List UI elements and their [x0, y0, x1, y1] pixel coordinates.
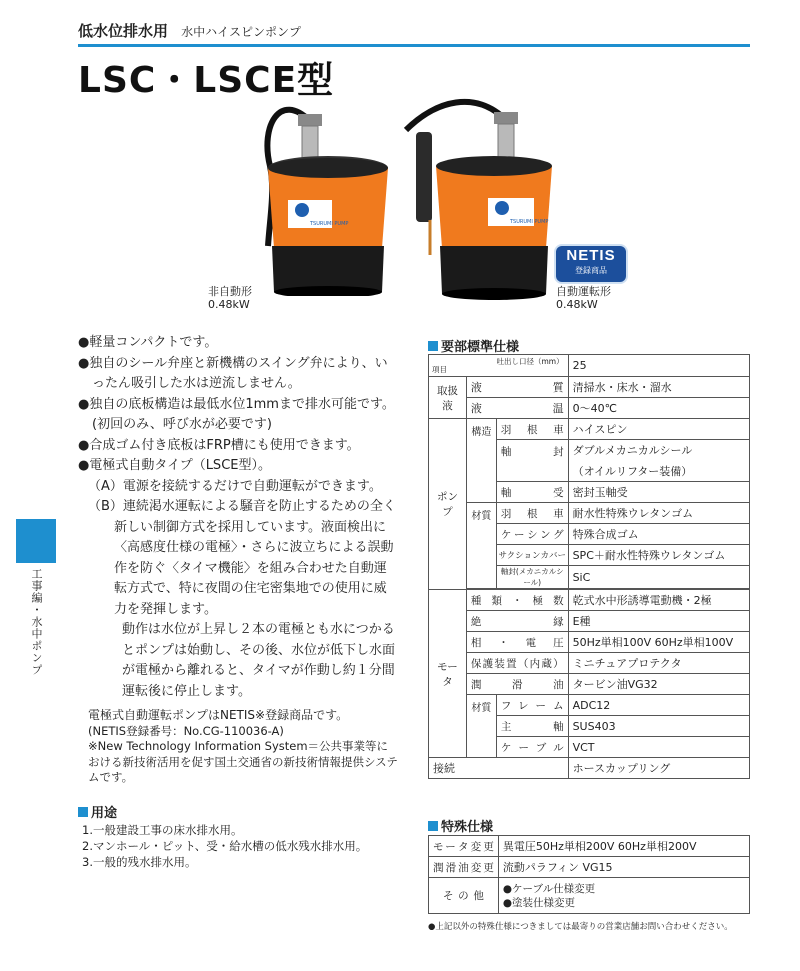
value-main-shaft: SUS403 [568, 716, 749, 737]
label-insulation: 絶縁 [466, 611, 568, 632]
model-title: LSC・LSCE型 [78, 60, 335, 101]
label-phase: 相・電圧 [466, 632, 568, 653]
label-shaft-seal: 軸封 [496, 440, 568, 482]
caption-power: 0.48kW [208, 298, 250, 311]
value-seal-mech: SiC [568, 566, 749, 589]
special-label: モータ変更 [429, 836, 499, 857]
usage-list [82, 822, 367, 870]
label-casing: ケーシング [496, 524, 568, 545]
usage-item: 3.一般的残水排水用。 [82, 855, 197, 869]
label-seal-mech: 軸封(メカニカルシール) [496, 566, 568, 589]
value-frame: ADC12 [568, 695, 749, 716]
value-casing: 特殊合成ゴム [568, 524, 749, 545]
special-value: 異電圧50Hz単相200V 60Hz単相200V [498, 836, 749, 857]
special-label: その他 [429, 878, 499, 914]
category-main: 低水位排水用 [78, 22, 169, 40]
feature-item: ●合成ゴム付き底板はFRP槽にも使用できます。 [78, 437, 360, 453]
feature-item: ●軽量コンパクトです。 [78, 335, 218, 350]
spec-corner [429, 355, 569, 377]
pump-image-manual [240, 96, 390, 296]
value-bearing: 密封玉軸受 [568, 482, 749, 503]
sub-motor-material: 材質 [466, 695, 496, 758]
feature-item: ●独自のシール弁座と新機構のスイング弁により、いったん吸引した水は逆流しません。 [78, 355, 388, 391]
features-list [78, 333, 398, 702]
value-shaft-seal-1: ダブルメカニカルシール [568, 440, 749, 461]
pump-logo-text: TSURUMI PUMP [510, 219, 549, 225]
side-label: 工事編・水中ポンプ [30, 568, 43, 676]
caption-type: 非自動形 [208, 285, 252, 298]
group-pump: ポンプ [429, 419, 467, 590]
feature-sub-b-cont: 動作は水位が上昇し２本の電極とも水につかるとポンプは始動し、その後、水位が低下し水面が電極から離れると、タイマが作動し約１分間運転後に停止します。 [122, 622, 396, 699]
value-temp: 0～40℃ [568, 398, 749, 419]
bore-value: 25 [568, 355, 749, 377]
corner-bottom: 項目 [432, 365, 447, 374]
netis-badge [556, 246, 626, 282]
netis-notes [88, 708, 398, 786]
note-line: 電極式自動運転ポンプはNETIS※登録商品です。 [88, 708, 349, 722]
label-cable: ケーブル [496, 737, 568, 758]
label-temp: 液 温 [466, 398, 568, 419]
label-suction: サクションカバー [496, 545, 568, 566]
label-bearing: 軸受 [496, 482, 568, 503]
value-lube: タービン油VG32 [568, 674, 749, 695]
value-suction: SPC＋耐水性特殊ウレタンゴム [568, 545, 749, 566]
sub-material: 材質 [466, 503, 496, 589]
note-line: (NETIS登録番号：No.CG-110036-A) [88, 723, 284, 738]
header-rule [78, 44, 750, 47]
label-impeller-material: 羽根車 [496, 503, 568, 524]
special-value-line: ●塗装仕様変更 [502, 896, 576, 909]
label-type-poles: 種類・極数 [466, 590, 568, 611]
feature-sub-a: （A）電源を接続するだけで自動運転ができます。 [88, 478, 382, 494]
value-protect: ミニチュアプロテクタ [568, 653, 749, 674]
special-value-line: ●ケーブル仕様変更 [502, 882, 596, 895]
usage-title-text: 用途 [91, 806, 118, 821]
section-marker [428, 341, 438, 351]
caption-type: 自動運転形 [556, 285, 611, 298]
value-impeller-material: 耐水性特殊ウレタンゴム [568, 503, 749, 524]
group-liquid: 取扱液 [429, 377, 467, 419]
value-type-poles: 乾式水中形誘導電動機・2極 [568, 590, 749, 611]
special-value: 流動パラフィン VG15 [498, 857, 749, 878]
special-value [498, 878, 749, 914]
spec-table [428, 354, 750, 779]
pump-caption-manual [208, 285, 252, 311]
value-phase: 50Hz単相100V 60Hz単相100V [568, 632, 749, 653]
caption-power: 0.48kW [556, 298, 598, 311]
category-sub: 水中ハイスピンポンプ [181, 25, 301, 39]
section-marker [78, 807, 88, 817]
sub-struct: 構造 [466, 419, 496, 503]
usage-title [78, 802, 117, 821]
label-joint: 接続 [429, 758, 569, 779]
label-main-shaft: 主軸 [496, 716, 568, 737]
label-impeller: 羽根車 [496, 419, 568, 440]
value-liquid: 清掃水・床水・溜水 [568, 377, 749, 398]
label-frame: フレーム [496, 695, 568, 716]
section-marker [428, 821, 438, 831]
page-header [78, 20, 750, 41]
label-liquid: 液 質 [466, 377, 568, 398]
value-impeller: ハイスピン [568, 419, 749, 440]
value-joint: ホースカップリング [568, 758, 749, 779]
note-line: ※New Technology Information System＝公共事業等における新技術活用を促す国土交通省の新技術情報提供システムです。 [88, 739, 398, 784]
group-motor: モータ [429, 590, 467, 758]
special-footnote: ●上記以外の特殊仕様につきましては最寄りの営業店舗お問い合わせください。 [428, 922, 733, 932]
value-cable: VCT [568, 737, 749, 758]
side-tab-marker [16, 519, 56, 563]
feature-sub-b: （B）連続渇水運転による騒音を防止するための全く新しい制御方式を採用しています。液面検出に〈高感度仕様の電極〉・さらに波立ちによる誤動作を防ぐ〈タイマ機能〉を組み合わせた自動運転方式で、特に夜間の住宅密集地での使用に威力を発揮します。 [88, 499, 396, 617]
special-title [428, 816, 493, 835]
special-table [428, 835, 750, 914]
label-lube: 潤滑油 [466, 674, 568, 695]
spec-title [428, 336, 519, 355]
value-shaft-seal-2: （オイルリフター装備） [568, 461, 749, 482]
special-title-text: 特殊仕様 [441, 820, 494, 835]
netis-title: NETIS [566, 247, 616, 264]
value-insulation: E種 [568, 611, 749, 632]
corner-top: 吐出し口径（mm） [496, 357, 564, 366]
label-protect: 保護装置（内蔵） [466, 653, 568, 674]
special-label: 潤滑油変更 [429, 857, 499, 878]
pump-caption-automatic [556, 285, 611, 311]
usage-item: 2.マンホール・ピット、受・給水槽の低水残水排水用。 [82, 839, 368, 853]
pump-image-automatic [396, 90, 556, 300]
feature-item: ●電極式自動タイプ（LSCE型）。 [78, 458, 271, 473]
pump-logo-text: TSURUMI PUMP [310, 221, 349, 227]
spec-title-text: 要部標準仕様 [441, 340, 520, 355]
usage-item: 1.一般建設工事の床水排水用。 [82, 823, 243, 837]
netis-sub: 登録商品 [575, 266, 607, 275]
feature-item: ●独自の底板構造は最低水位1mmまで排水可能です。(初回のみ、呼び水が必要です) [78, 396, 395, 432]
